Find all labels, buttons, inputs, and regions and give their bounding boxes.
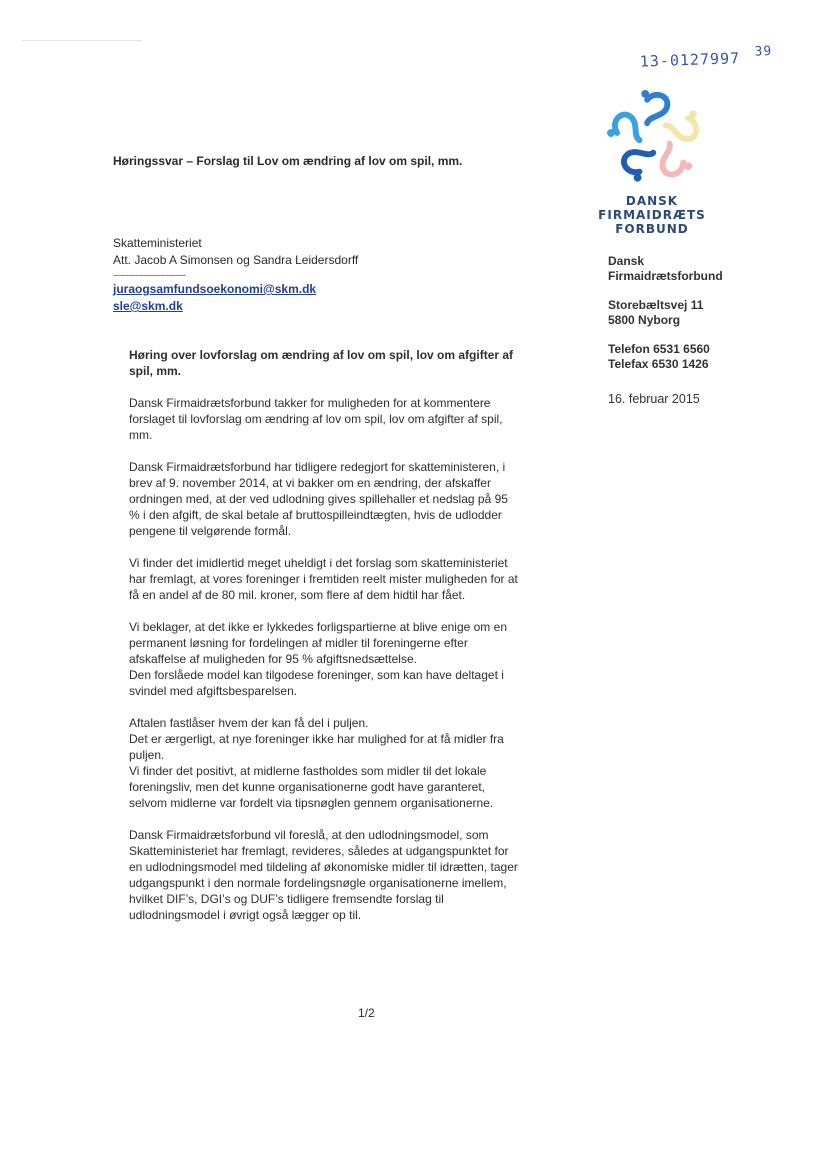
sender-contact [608,342,798,372]
logo-text-line: FIRMAIDRÆTS [598,208,706,222]
logo-wordmark [596,194,708,236]
recipient-separator: ----------------------------- [113,270,186,280]
body-paragraph: Det er ærgerligt, at nye foreninger ikke har mulighed for at få midler fra puljen. [129,732,504,762]
body-paragraph: Den forslåede model kan tilgodese foreninger, som kan have deltaget i svindel med afgiftsbesparelsen. [129,668,504,698]
handwritten-page-number: 39 [754,43,773,60]
sender-name-line: Dansk [608,254,645,268]
logo-text-line: DANSK [625,194,679,208]
recipient-attention: Att. Jacob A Simonsen og Sandra Leidersdorff [113,253,359,267]
letter-subject: Høringssvar – Forslag til Lov om ændring af lov om spil, mm. [113,154,463,168]
page-number: 1/2 [358,1006,375,1020]
sender-street: Storebæltsvej 11 [608,298,704,312]
body-paragraph: Aftalen fastlåser hvem der kan få del i puljen. [129,716,369,730]
body-paragraph: Dansk Firmaidrætsforbund vil foreslå, at den udlodningsmodel, som Skatteministeriet har fremlagt, revideres, således at udgangspunktet for en udlodningsmodel med tildeling af økonomiske midler til idrætten, tager udgangspunkt i den normale fordelingsnøgle organisationerne imellem, hvilket DIF’s, DGI’s og DUF’s tidligere fremsendte forslag til udlodningsmodel i øvrigt også lægger op til. [129,828,518,922]
body-paragraph: Vi finder det positivt, at midlerne fastholdes som midler til det lokale foreningsliv, men det kunne organisationerne godt have garanteret, selvom midlerne var fordelt via tipsnøglen gennem organisationerne. [129,764,494,810]
sender-city: 5800 Nyborg [608,313,681,327]
recipient-block [113,235,358,315]
logo-text-line: FORBUND [615,222,689,236]
sender-address [608,298,798,328]
sender-phone: Telefon 6531 6560 [608,342,710,356]
firmaidraet-logo-icon [606,88,704,186]
handwritten-reference [639,43,791,82]
letter-date: 16. februar 2015 [608,392,700,406]
sender-fax: Telefax 6530 1426 [608,357,709,371]
body-paragraph: Dansk Firmaidrætsforbund takker for muligheden for at kommentere forslaget til lovforslag om ændring af lov om spil, lov om afgifter af spil, mm. [129,396,503,442]
body-paragraph: Vi finder det imidlertid meget uheldigt i det forslag som skatteministeriet har fremlagt, at vores foreninger i fremtiden reelt mister muligheden for at få en andel af de 80 mil. kroner, som flere af dem hidtil har fået. [129,556,518,602]
scan-artifact-line [22,40,142,41]
sender-name [608,254,798,284]
body-paragraph: Vi beklager, at det ikke er lykkedes forligspartierne at blive enige om en permanent løsning for fordelingen af midler til foreningerne efter afskaffelse af muligheden for 95 % afgiftsnedsættelse. [129,620,507,666]
recipient-org: Skatteministeriet [113,236,202,250]
body-paragraph: Dansk Firmaidrætsforbund har tidligere redegjort for skatteministeren, i brev af 9. november 2014, at vi bakker om en ændring, der afskaffer ordningen med, at der ved udlodning gives spillehaller et nedslag på 95 % i den afgift, de skal betale af bruttospilleindtægten, hvis de udlodder pengene til velgørende formål. [129,460,508,538]
recipient-email-link[interactable]: juraogsamfundsoekonomi@skm.dk [113,282,317,296]
sender-name-line: Firmaidrætsforbund [608,269,723,283]
sender-info [608,254,798,407]
letter-body [129,347,521,939]
body-heading: Høring over lovforslag om ændring af lov om spil, lov om afgifter af spil, mm. [129,348,514,378]
recipient-email-link-2[interactable]: sle@skm.dk [113,299,183,313]
handwritten-ref-number: 13-0127997 [639,49,741,71]
